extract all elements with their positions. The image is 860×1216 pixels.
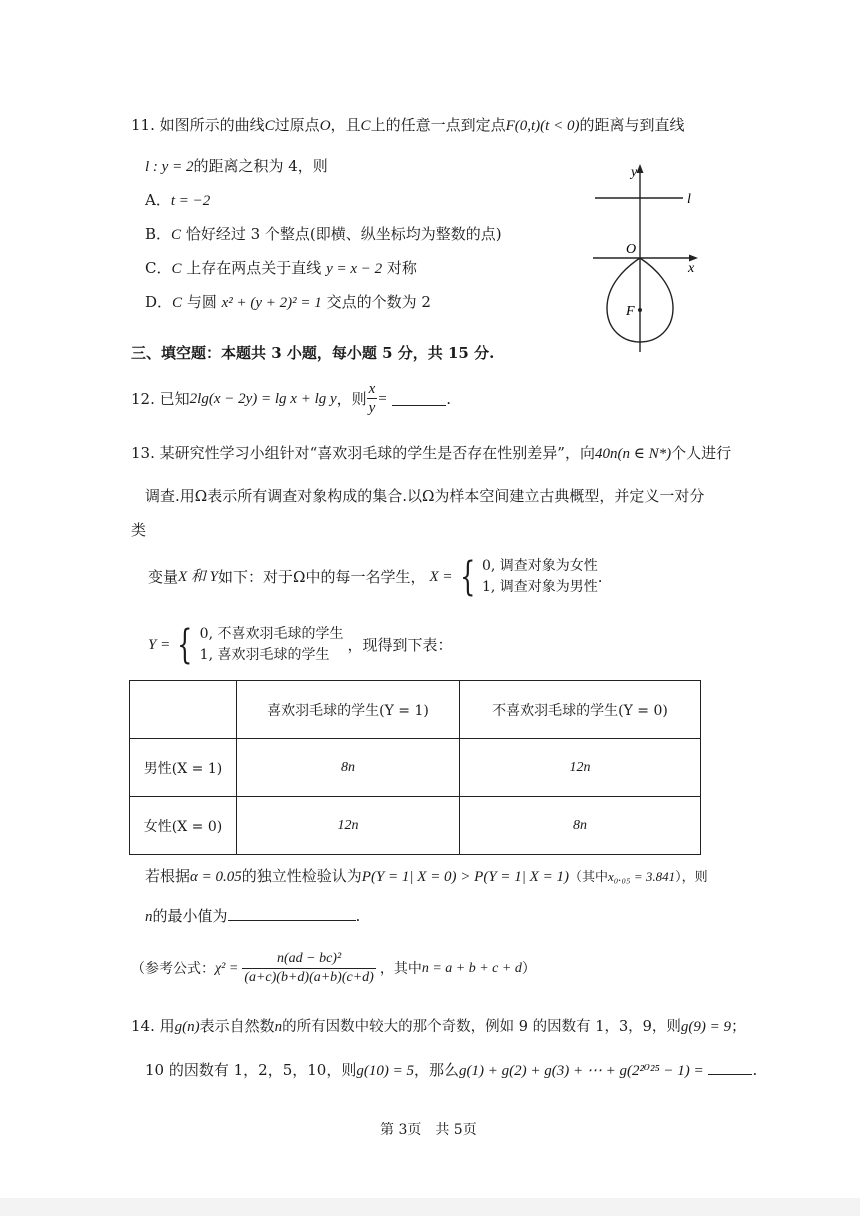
left-brace-icon: {	[459, 554, 475, 600]
q14-text: ，那么	[413, 1061, 459, 1079]
table-header-cell: 不喜欢羽毛球的学生(Y = 0)	[460, 681, 701, 739]
focus-point	[638, 308, 642, 312]
q14-sum: g(1) + g(2) + g(3) + ⋯ + g(2²⁰²⁵ − 1) =	[458, 1063, 704, 1079]
chi-square-fraction	[242, 950, 376, 987]
q11-text: 的距离之积为 4，则	[193, 157, 328, 175]
q11-text: 上的任意一点到定点	[370, 116, 506, 134]
q14-text: ；	[731, 1017, 747, 1035]
x-case-0: 0, 调查对象为女性	[481, 558, 598, 574]
fraction-denominator: y	[368, 400, 376, 416]
y-cases	[200, 624, 344, 666]
q12-text: ，则	[336, 389, 367, 408]
q11-line-def: l : y = 2	[145, 159, 194, 175]
q13-text: ，其中	[379, 960, 422, 977]
q11-text: 过原点	[274, 116, 320, 134]
q14-text: 表示自然数	[199, 1017, 275, 1035]
section-heading: 三、填空题：本题共 3 小题，每小题 5 分，共 15 分.	[131, 344, 495, 362]
q12-fraction	[367, 380, 378, 417]
table-header-cell: 喜欢羽毛球的学生(Y = 1)	[237, 681, 460, 739]
y-def-label: Y =	[148, 637, 171, 653]
x-def-label: X =	[429, 569, 453, 585]
q11-point: F(0,t)	[505, 118, 541, 134]
q13-text: 变量	[148, 568, 179, 586]
page-footer: 第 3页 共 5页	[380, 1122, 477, 1138]
q12-equals: =	[377, 390, 388, 407]
q14-number: 14.	[131, 1017, 155, 1035]
origin-label: O	[626, 242, 637, 257]
q14-text: 的所有因数中较大的那个奇数，例如 9 的因数有 1，3，9，则	[282, 1019, 681, 1035]
q12-equation: 2lg(x − 2y) = lg x + lg y	[189, 390, 337, 407]
q12-end: .	[446, 389, 452, 408]
q11-curve: C	[172, 295, 183, 311]
q11-option-b	[145, 224, 502, 245]
q13-line2: 调查.用Ω表示所有调查对象构成的集合.以Ω为样本空间建立古典概型，并定义一对分	[145, 487, 705, 505]
q13-line1	[131, 443, 731, 464]
option-text: 恰好经过 3 个整点(即横、纵坐标均为整数的点)	[185, 225, 502, 243]
q13-answer-blank[interactable]	[228, 906, 356, 921]
chi-square-label: χ² =	[215, 960, 239, 976]
q11-option-d	[145, 292, 431, 313]
q13-critical-value: x₀.₀₅ = 3.841	[607, 869, 676, 884]
fraction-denominator: (a+c)(b+d)(a+b)(c+d)	[244, 970, 374, 985]
table-cell: 女性(X = 0)	[130, 797, 237, 855]
y-axis-label: y	[631, 165, 638, 180]
q11-text: 如图所示的曲线	[159, 116, 265, 134]
bottom-border	[0, 1198, 860, 1216]
q13-text: 某研究性学习小组针对“喜欢羽毛球的学生是否存在性别差异”，向	[159, 444, 595, 462]
q13-min-line	[145, 906, 360, 927]
option-label: D．	[145, 293, 173, 311]
table-cell: 8n	[237, 739, 460, 797]
q13-expr: 40n(n ∈ N*)	[594, 446, 672, 462]
q11-text: ，且	[330, 116, 361, 134]
q14-text: 用	[159, 1017, 175, 1035]
q13-text: 的最小值为	[152, 907, 228, 925]
q13-text: 的独立性检验认为	[241, 867, 362, 885]
q11-curve: C	[360, 118, 371, 134]
q13-line3: 类	[131, 521, 147, 539]
q13-text: ，现得到下表：	[347, 636, 453, 654]
q13-x-definition	[148, 556, 603, 598]
q11-option-a	[145, 190, 210, 211]
table-cell: 12n	[460, 739, 701, 797]
q11-line1	[131, 115, 684, 136]
q11-curve-figure	[585, 160, 705, 358]
q13-reference-formula	[131, 950, 536, 987]
table-row	[130, 797, 701, 855]
contingency-table	[129, 680, 701, 855]
left-brace-icon: {	[177, 622, 193, 668]
q14-example: g(9) = 9	[680, 1019, 732, 1035]
q11-curve: C	[171, 227, 182, 243]
table-cell: 男性(X = 1)	[130, 739, 237, 797]
option-text: 上存在两点关于直线	[186, 259, 322, 277]
option-label: C．	[145, 259, 172, 277]
focus-label: F	[626, 304, 635, 319]
option-equation: y = x − 2	[326, 261, 383, 277]
q14-example: g(10) = 5	[356, 1063, 414, 1079]
q14-func: g(n)	[174, 1019, 200, 1035]
line-l-label: l	[687, 192, 691, 207]
q14-var: n	[274, 1019, 283, 1035]
q14-answer-blank[interactable]	[708, 1060, 752, 1075]
option-text: t = −2	[170, 193, 211, 209]
fraction-numerator: x	[368, 381, 376, 397]
q11-number: 11.	[131, 116, 155, 134]
x-axis-label: x	[688, 261, 695, 276]
q14-end: .	[752, 1061, 758, 1079]
q13-text: 若根据	[145, 867, 191, 885]
q14-text: 10 的因数有 1，2，5，10，则	[145, 1061, 357, 1079]
option-label: B．	[145, 225, 172, 243]
q12-text: 已知	[159, 389, 190, 408]
option-equation: x² + (y + 2)² = 1	[221, 295, 322, 311]
q11-curve: C	[264, 118, 275, 134]
q13-inequality: P(Y = 1| X = 0) > P(Y = 1| X = 1)	[361, 869, 569, 885]
fraction-numerator: n(ad − bc)²	[242, 950, 376, 969]
q13-number: 13.	[131, 444, 155, 462]
q11-cond: (t < 0)	[540, 118, 580, 134]
q13-text: ），则	[675, 870, 708, 885]
q11-text: 的距离与到直线	[579, 116, 685, 134]
table-cell: 12n	[237, 797, 460, 855]
option-text: 交点的个数为 2	[326, 293, 431, 311]
table-cell: 8n	[460, 797, 701, 855]
q12-answer-blank[interactable]	[392, 391, 446, 406]
table-row	[130, 739, 701, 797]
q14-line2	[145, 1060, 757, 1081]
q13-text: （其中	[568, 870, 608, 885]
q11-origin: O	[319, 118, 331, 134]
q13-text: 个人进行	[671, 444, 732, 462]
q13-alpha: α = 0.05	[190, 869, 242, 885]
x-cases	[482, 556, 598, 598]
q13-var: n	[145, 909, 153, 925]
y-axis-arrow-icon	[637, 164, 644, 173]
table-header-row	[130, 681, 701, 739]
q13-condition	[145, 866, 708, 888]
option-text: 与圆	[186, 293, 217, 311]
y-case-0: 0, 不喜欢羽毛球的学生	[199, 626, 344, 642]
q11-curve: C	[171, 261, 182, 277]
option-text: 对称	[386, 259, 417, 277]
q11-option-c	[145, 258, 417, 279]
q14-line1	[131, 1016, 746, 1037]
q11-line2	[145, 156, 328, 177]
table-header-cell	[130, 681, 237, 739]
q13-end: .	[355, 907, 361, 925]
y-case-1: 1, 喜欢羽毛球的学生	[199, 647, 330, 663]
q13-y-definition	[148, 624, 453, 666]
q12-number: 12.	[131, 389, 155, 408]
q13-vars: X 和 Y	[178, 569, 219, 585]
q13-text: 如下：对于Ω中的每一名学生，	[218, 568, 426, 586]
x-case-1: 1, 调查对象为男性	[481, 579, 598, 595]
q13-n-def: n = a + b + c + d	[421, 960, 522, 976]
x-def-end: .	[597, 568, 603, 586]
option-label: A．	[145, 191, 171, 209]
q12-line	[131, 380, 451, 417]
q13-text: ）	[521, 960, 536, 977]
q13-text: （参考公式：	[131, 960, 215, 977]
